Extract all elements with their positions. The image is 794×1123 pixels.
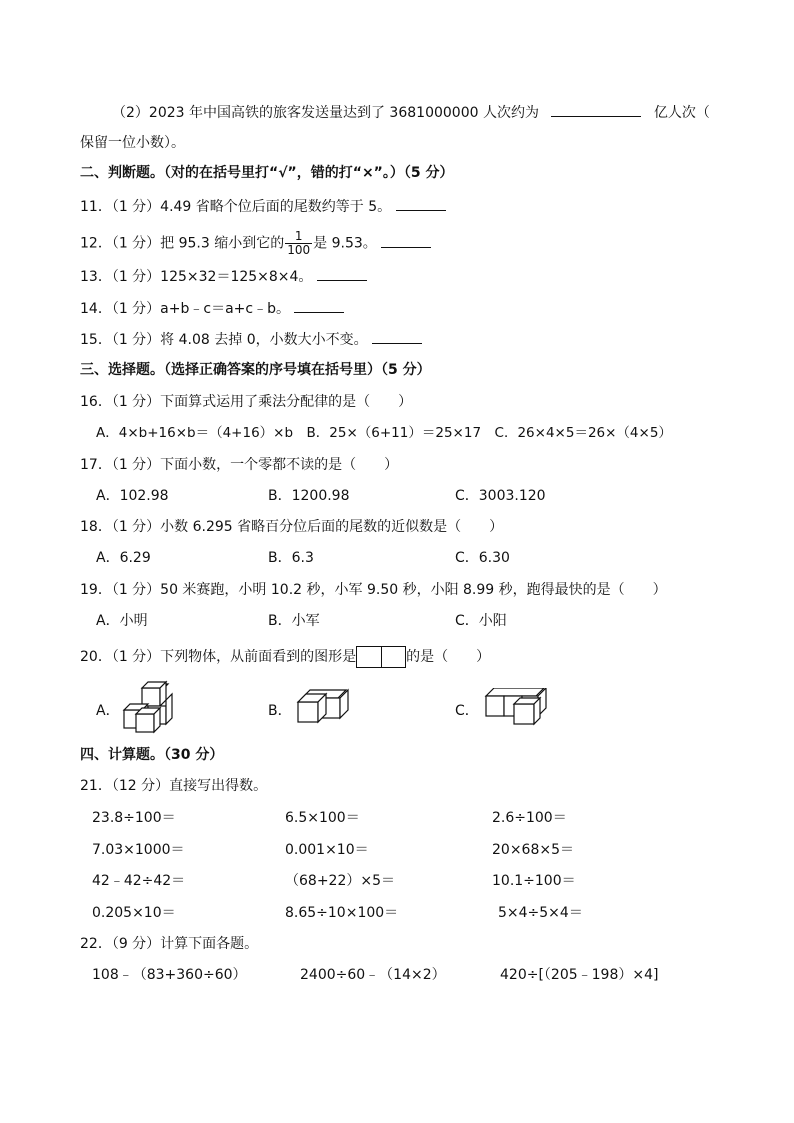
judge-item-15 — [80, 329, 422, 350]
q22-title: 22．（9 分）计算下面各题。 — [80, 936, 259, 952]
calc-item: 5×4÷5×4＝ — [498, 905, 583, 921]
calc-item: （68+22）×5＝ — [285, 873, 395, 889]
calc-item: 2.6÷100＝ — [492, 810, 567, 826]
choice-question-18: 18．（1 分）小数 6.295 省略百分位后面的尾数的近似数是（ ） — [80, 519, 504, 535]
judge-item-12 — [80, 230, 431, 257]
choice-17-option-c[interactable]: C．3003.120 — [455, 488, 546, 504]
choice-question-20 — [80, 646, 490, 668]
answer-blank[interactable] — [551, 102, 641, 117]
answer-blank[interactable] — [317, 266, 367, 281]
judge-text: 12．（1 分）把 95.3 缩小到它的 — [80, 235, 285, 252]
section-title-choice: 三、选择题。（选择正确答案的序号填在括号里）（5 分） — [80, 362, 431, 378]
judge-text: 14．（1 分）a+b﹣c＝a+c﹣b。 — [80, 301, 290, 317]
choice-19-option-c[interactable]: C．小阳 — [455, 613, 507, 629]
calc-item: 42﹣42÷42＝ — [92, 873, 186, 889]
cube-row-figure-c — [482, 688, 552, 728]
question-text: 20．（1 分）下列物体，从前面看到的图形是 — [80, 649, 357, 665]
answer-blank[interactable] — [381, 233, 431, 248]
choice-18-option-c[interactable]: C．6.30 — [455, 550, 510, 566]
choice-20-option-a[interactable]: A． — [96, 703, 120, 719]
q10-2-line2: 保留一位小数）。 — [80, 135, 185, 151]
choice-20-option-b[interactable]: B． — [268, 703, 292, 719]
fraction-denominator: 100 — [287, 243, 311, 257]
calc-item: 0.205×10＝ — [92, 905, 176, 921]
choice-17-option-b[interactable]: B．1200.98 — [268, 488, 350, 504]
calc-expression: 108﹣（83+360÷60） — [92, 967, 247, 983]
judge-text: 15．（1 分）将 4.08 去掉 0，小数大小不变。 — [80, 332, 368, 348]
fraction — [285, 230, 312, 257]
choice-18-option-a[interactable]: A．6.29 — [96, 550, 151, 566]
judge-text: 13．（1 分）125×32＝125×8×4。 — [80, 269, 313, 285]
calc-item: 7.03×1000＝ — [92, 842, 185, 858]
calc-expression: 2400÷60﹣（14×2） — [300, 967, 446, 983]
q10-2-line1 — [112, 102, 710, 123]
choice-question-19: 19．（1 分）50 米赛跑，小明 10.2 秒，小军 9.50 秒，小阳 8.99 秒，跑得最快的是（ ） — [80, 582, 667, 598]
judge-item-14 — [80, 298, 344, 319]
fraction-numerator: 1 — [285, 230, 312, 244]
question-text: 的是（ ） — [406, 649, 491, 665]
q10-2-text-b: 亿人次（ — [653, 105, 710, 121]
cube-stack-figure-a — [120, 680, 176, 736]
calc-item: 20×68×5＝ — [492, 842, 574, 858]
choice-19-option-b[interactable]: B．小军 — [268, 613, 320, 629]
answer-blank[interactable] — [372, 329, 422, 344]
judge-text: 是 9.53。 — [313, 235, 377, 252]
calc-item: 10.1÷100＝ — [492, 873, 576, 889]
judge-item-13 — [80, 266, 367, 287]
answer-blank[interactable] — [396, 196, 446, 211]
choice-question-16: 16．（1 分）下面算式运用了乘法分配律的是（ ） — [80, 394, 413, 410]
choice-17-option-a[interactable]: A．102.98 — [96, 488, 169, 504]
section-title-calc: 四、计算题。（30 分） — [80, 747, 224, 763]
choice-20-option-c[interactable]: C． — [455, 703, 479, 719]
choice-question-17: 17．（1 分）下面小数，一个零都不读的是（ ） — [80, 457, 399, 473]
choice-16-options[interactable]: A．4×b+16×b＝（4+16）×b B．25×（6+11）＝25×17 C．26×4×5＝26×（4×5） — [96, 425, 672, 441]
judge-item-11 — [80, 196, 446, 217]
calc-item: 0.001×10＝ — [285, 842, 369, 858]
calc-item: 23.8÷100＝ — [92, 810, 176, 826]
calc-expression: 420÷[（205﹣198）×4] — [500, 967, 659, 983]
q21-title: 21．（12 分）直接写出得数。 — [80, 778, 268, 794]
answer-blank[interactable] — [294, 298, 344, 313]
calc-item: 6.5×100＝ — [285, 810, 360, 826]
calc-item: 8.65÷10×100＝ — [285, 905, 399, 921]
section-title-judge: 二、判断题。（对的在括号里打“√”，错的打“×”。）（5 分） — [80, 165, 454, 181]
choice-18-option-b[interactable]: B．6.3 — [268, 550, 314, 566]
judge-text: 11．（1 分）4.49 省略个位后面的尾数约等于 5。 — [80, 199, 392, 215]
front-view-two-squares-shape — [356, 646, 406, 668]
choice-19-option-a[interactable]: A．小明 — [96, 613, 148, 629]
cube-row-figure-b — [294, 688, 354, 728]
q10-2-text-a: （2）2023 年中国高铁的旅客发送量达到了 3681000000 人次约为 — [112, 105, 539, 121]
